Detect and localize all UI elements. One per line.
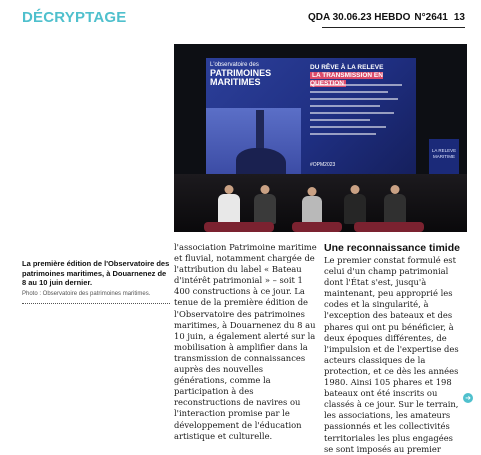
issue-number: N°2641 bbox=[414, 12, 448, 23]
folio bbox=[308, 12, 465, 23]
seat-row bbox=[354, 222, 424, 232]
speaker-figure bbox=[302, 196, 322, 224]
article-paragraph: l'association Patrimoine maritime et fluvial, notamment chargée de l'attribution du label « Bateau d'intérêt patrimonial » – soit 1 400 constructions à ce jour. La tenue de la première édition de l'Observatoire des patrimoines maritimes, à Douarnenez du 8 au 10 juin, a également alerté sur la mobilisation à amplifier dans la transmission de connaissances auprès des nouvelles générations, comme la participation à des reconstructions de navires ou l'interaction promise par le développement de l'éducation artistique et culturelle. bbox=[174, 242, 317, 441]
screen-speaker-list bbox=[310, 84, 410, 140]
screen-panel-title-2: LA TRANSMISSION EN bbox=[310, 72, 383, 87]
speaker-figure bbox=[218, 194, 240, 224]
publication-name: QDA 30.06.23 HEBDO bbox=[307, 12, 411, 23]
caption-rule bbox=[22, 303, 170, 304]
section-title: DÉCRYPTAGE bbox=[22, 9, 127, 26]
seat-row bbox=[292, 222, 342, 232]
speaker-figure bbox=[384, 194, 406, 224]
lighthouse-illustration bbox=[256, 110, 264, 150]
speaker-figure bbox=[344, 194, 366, 224]
article-subhead: Une reconnaissance timide bbox=[324, 242, 460, 254]
article-column-2 bbox=[324, 255, 459, 455]
screen-logo-big: PATRIMOINES MARITIMES bbox=[210, 68, 272, 87]
page-number: 13 bbox=[453, 12, 465, 23]
screen-logo-small: L'observatoire des bbox=[210, 62, 259, 68]
header-rule bbox=[322, 27, 465, 28]
arrow-right-icon: ➜ bbox=[463, 393, 473, 403]
photo-credit: Photo : Observatoire des patrimoines maritimes. bbox=[22, 290, 151, 297]
screen-hashtag: #OPM2023 bbox=[310, 162, 336, 168]
projection-screen bbox=[206, 58, 416, 178]
screen-logo bbox=[210, 62, 298, 87]
event-banner-text: LA RELEVE MARITIME bbox=[431, 148, 457, 159]
conference-photo bbox=[174, 44, 467, 232]
photo-caption bbox=[22, 259, 170, 304]
stage bbox=[174, 174, 467, 232]
caption-text: La première édition de l'Observatoire des patrimoines maritimes, à Douarnenez de 8 au 10 juin dernier. bbox=[22, 259, 170, 287]
article-paragraph: Le premier constat formulé est celui d'un champ patrimonial dont l'État s'est, jusqu'à maintenant, peu approprié les codes et la singularité, à l'exception des bateaux et des phares qui ont pu bénéficier, à deux époques différentes, de l'impulsion et de l'expertise des acteurs classiques de la protection, et ce dès les années 1980. Ainsi 105 phares et 198 bateaux ont été inscrits ou classés à ce jour. Sur le terrain, les associations, les amateurs passionnés et les collectivités territoriales les plus engagées se sont imposés au premier bbox=[324, 255, 459, 454]
screen-panel-title-1: DU RÊVE À LA RELEVE bbox=[310, 64, 384, 71]
speaker-figure bbox=[254, 194, 276, 224]
seat-row bbox=[204, 222, 274, 232]
